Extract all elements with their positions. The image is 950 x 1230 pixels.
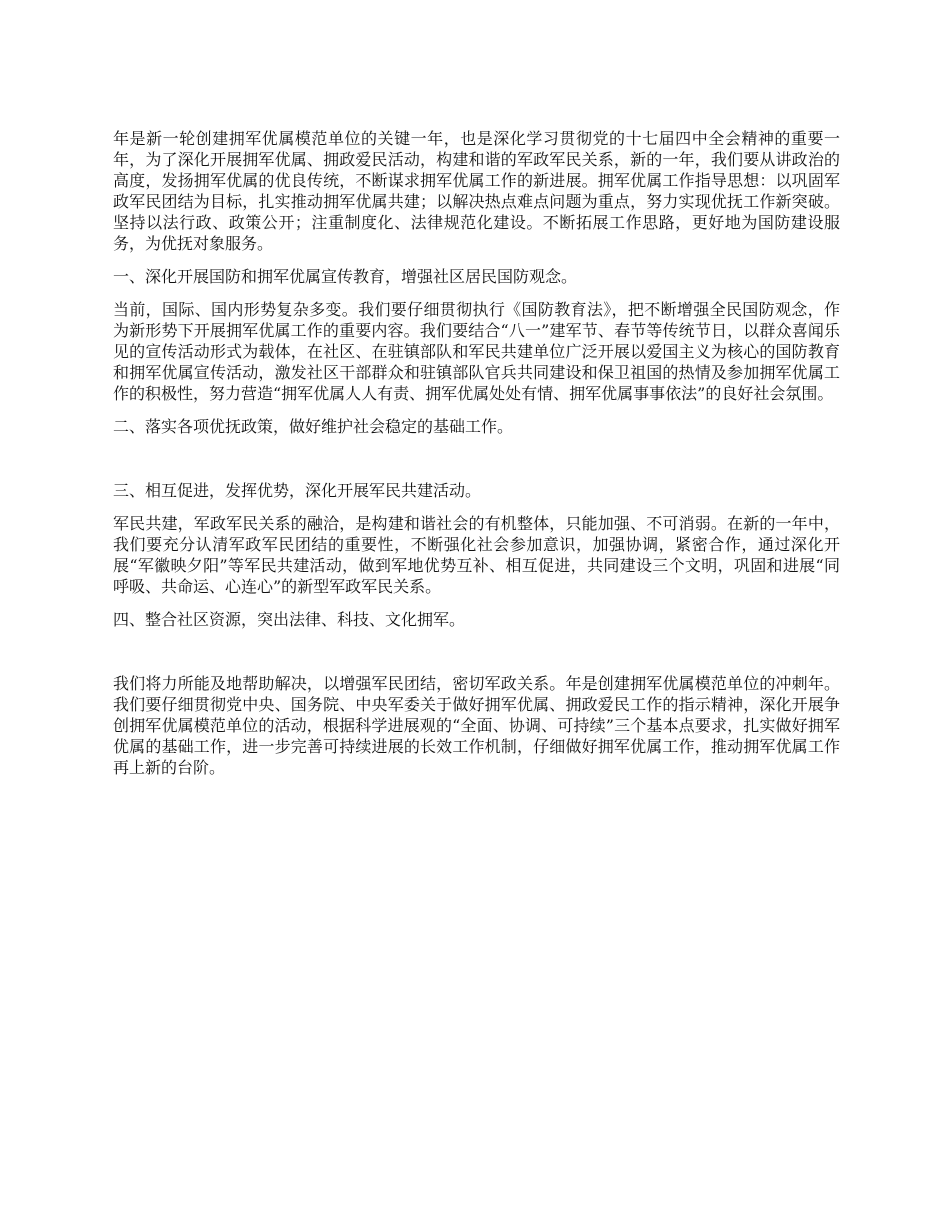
section-spacer bbox=[113, 630, 840, 673]
document-body bbox=[113, 128, 840, 778]
section-1-paragraph: 当前，国际、国内形势复杂多变。我们要仔细贯彻执行《国防教育法》，把不断增强全民国防观念，作为新形势下开展拥军优属工作的重要内容。我们要结合“八一”建军节、春节等传统节日，以群众喜闻乐见的宣传活动形式为载体，在社区、在驻镇部队和军民共建单位广泛开展以爱国主义为核心的国防教育和拥军优属宣传活动，激发社区干部群众和驻镇部队官兵共同建设和保卫祖国的热情及参加拥军优属工作的积极性，努力营造“拥军优属人人有责、拥军优属处处有情、拥军优属事事依法”的良好社会氛围。 bbox=[113, 300, 840, 403]
paragraph-spacer bbox=[113, 597, 840, 609]
section-spacer bbox=[113, 437, 840, 480]
paragraph-spacer bbox=[113, 287, 840, 299]
section-3-paragraph: 军民共建，军政军民关系的融洽，是构建和谐社会的有机整体，只能加强、不可消弱。在新的一年中，我们要充分认清军政军民团结的重要性，不断强化社会参加意识，加强协调，紧密合作，通过深化开展“军徽映夕阳”等军民共建活动，做到军地优势互补、相互促进，共同建设三个文明，巩固和进展“同呼吸、共命运、心连心”的新型军政军民关系。 bbox=[113, 514, 840, 596]
paragraph-spacer bbox=[113, 404, 840, 416]
paragraph-spacer bbox=[113, 254, 840, 266]
closing-paragraph: 我们将力所能及地帮助解决，以增强军民团结，密切军政关系。年是创建拥军优属模范单位的冲刺年。我们要仔细贯彻党中央、国务院、中央军委关于做好拥军优属、拥政爱民工作的指示精神，深化开展争创拥军优属模范单位的活动，根据科学进展观的“全面、协调、可持续”三个基本点要求，扎实做好拥军优属的基础工作，进一步完善可持续进展的长效工作机制，仔细做好拥军优属工作，推动拥军优属工作再上新的台阶。 bbox=[113, 674, 840, 777]
intro-paragraph: 年是新一轮创建拥军优属模范单位的关键一年，也是深化学习贯彻党的十七届四中全会精神的重要一年，为了深化开展拥军优属、拥政爱民活动，构建和谐的军政军民关系，新的一年，我们要从讲政治的高度，发扬拥军优属的优良传统，不断谋求拥军优属工作的新进展。拥军优属工作指导思想：以巩固军政军民团结为目标，扎实推动拥军优属共建；以解决热点难点问题为重点，努力实现优抚工作新突破。坚持以法行政、政策公开；注重制度化、法律规范化建设。不断拓展工作思路，更好地为国防建设服务，为优抚对象服务。 bbox=[113, 129, 840, 253]
section-heading-2: 二、落实各项优抚政策，做好维护社会稳定的基础工作。 bbox=[113, 417, 514, 436]
paragraph-spacer bbox=[113, 501, 840, 513]
section-heading-3: 三、相互促进，发挥优势，深化开展军民共建活动。 bbox=[113, 481, 482, 500]
section-heading-1: 一、深化开展国防和拥军优属宣传教育，增强社区居民国防观念。 bbox=[113, 267, 578, 286]
section-heading-4: 四、整合社区资源，突出法律、科技、文化拥军。 bbox=[113, 610, 466, 629]
